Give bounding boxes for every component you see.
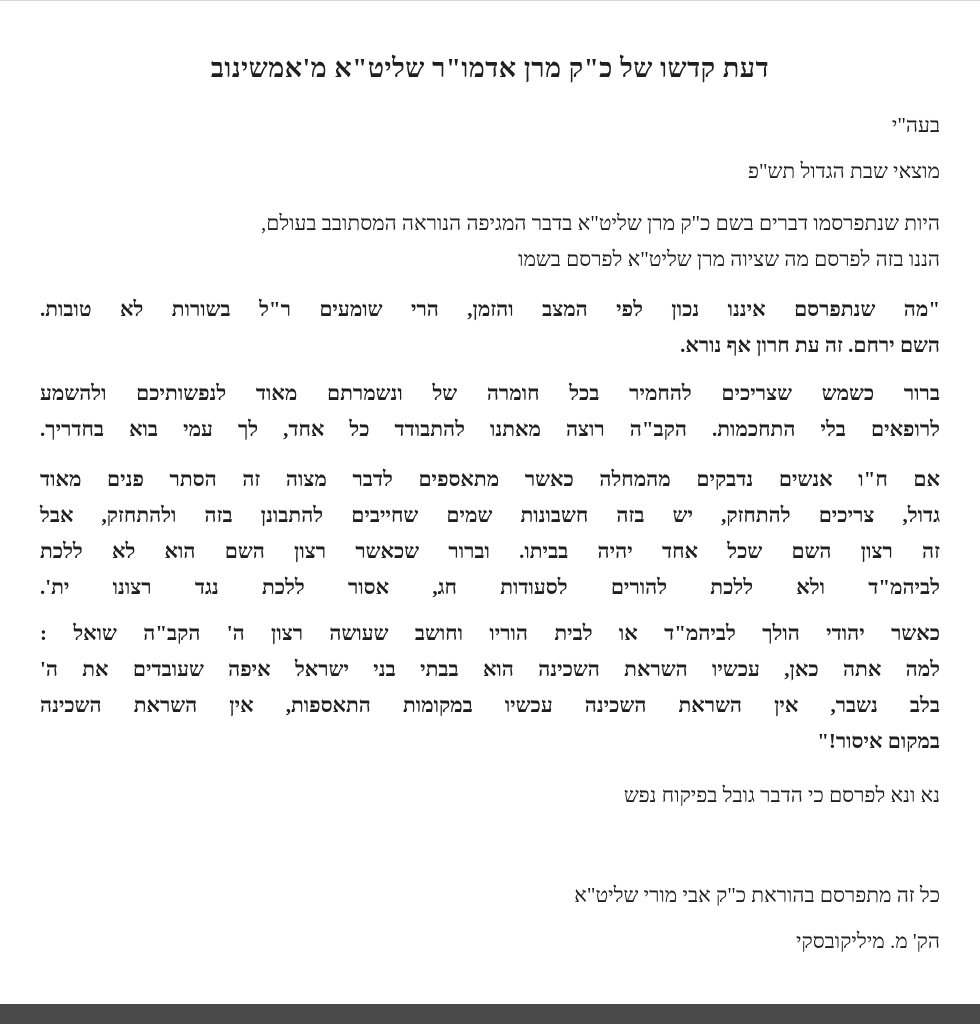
bottom-bar — [0, 1004, 980, 1024]
quote-line: בלב נשבר, אין השראת השכינה עכשיו במקומות התאספות, אין השראת השכינה — [40, 693, 940, 717]
intro-line: היות שנתפרסמו דברים בשם כ"ק מרן שליט"א בדבר המגיפה הנוראה המסתובב בעולם, — [260, 211, 940, 235]
date-line: מוצאי שבת הגדול תש"פ — [747, 159, 940, 183]
quote-line: לביהמ"ד ולא ללכת להורים לסעודות חג, אסור ללכת נגד רצונו ית'. — [40, 575, 940, 599]
quote-line: אם ח"ו אנשים נדבקים מהמחלה כאשר מתאספים לדבר מצוה זה הסתר פנים מאוד — [40, 467, 940, 491]
quote-line: למה אתה כאן, עכשיו השראת השכינה הוא בבתי בני ישראל איפה שעובדים את ה' — [40, 657, 940, 681]
quote-line: כאשר יהודי הולך לביהמ"ד או לבית הוריו וחושב שעושה רצון ה' הקב"ה שואל : — [40, 621, 940, 645]
quote-paragraph-1 — [40, 291, 940, 363]
quote-line: ברור כשמש שצריכים להחמיר בכל חומרה של ונשמרתם מאוד לנפשותיכם ולהשמע — [40, 381, 940, 405]
header-abbrev: בעה"י — [891, 113, 940, 137]
quote-paragraph-3 — [40, 461, 940, 605]
closing-line: נא ונא לפרסם כי הדבר גובל בפיקוח נפש — [623, 783, 940, 807]
quote-line: במקום איסור!" — [817, 729, 940, 753]
quote-paragraph-4 — [40, 615, 940, 759]
signature: הק' מ. מיליקובסקי — [795, 929, 940, 953]
quote-line: השם ירחם. זה עת חרון אף נורא. — [680, 333, 940, 357]
intro-line: הננו בזה לפרסם מה שציוה מרן שליט"א לפרסם בשמו — [518, 247, 940, 271]
document-title: דעת קדשו של כ"ק מרן אדמו"ר שליט"א מ'אמשינוב — [210, 53, 770, 83]
quote-line: זה רצון השם שכל אחד יהיה בביתו. וברור שכאשר רצון השם הוא לא ללכת — [40, 539, 940, 563]
intro-paragraph — [40, 205, 940, 277]
publication-note: כל זה מתפרסם בהוראת כ"ק אבי מורי שליט"א — [574, 883, 940, 907]
quote-line: לרופאים בלי התחכמות. הקב"ה רוצה מאתנו להתבודד כל אחד, לך עמי בוא בחדריך. — [40, 417, 940, 441]
quote-paragraph-2 — [40, 375, 940, 447]
quote-line: "מה שנתפרסם איננו נכון לפי המצב והזמן, הרי שומעים ר"ל בשורות לא טובות. — [40, 297, 940, 321]
quote-line: גדול, צריכים להתחזק, יש בזה חשבונות שמים שחייבים להתבונן בזה ולהתחזק, אבל — [40, 503, 940, 527]
